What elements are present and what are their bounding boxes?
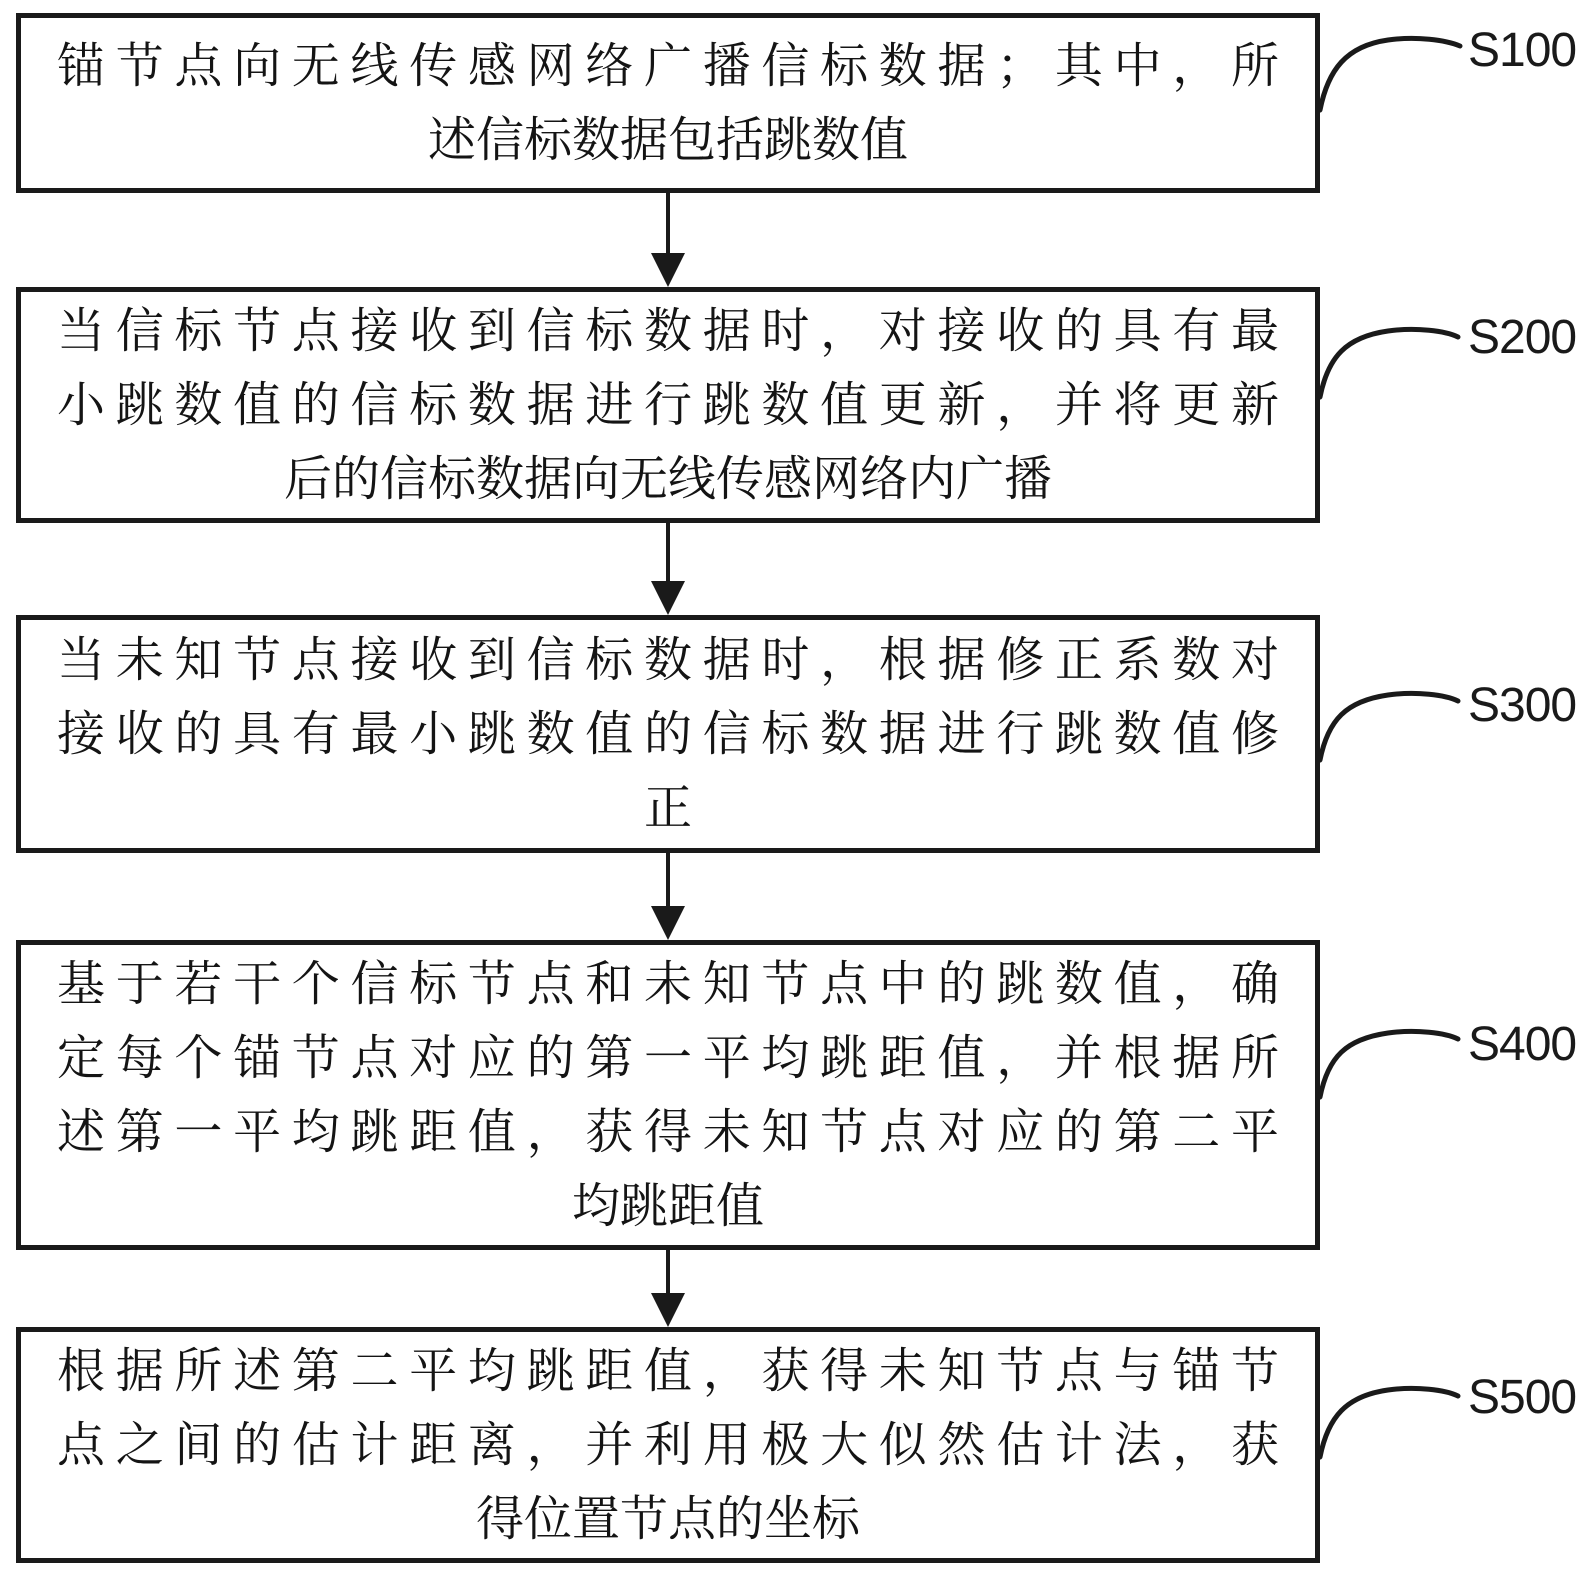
step-text-line: 小跳数值的信标数据进行跳数值更新，并将更新 <box>57 377 1279 433</box>
step-text-line: 根据所述第二平均跳距值，获得未知节点与锚节 <box>57 1343 1279 1399</box>
step-box-s300 <box>16 615 1320 853</box>
leader-line-s200 <box>1320 329 1458 397</box>
step-text-line: 接收的具有最小跳数值的信标数据进行跳数值修 <box>57 706 1279 762</box>
leader-line-s300 <box>1320 693 1458 760</box>
step-text-line: 基于若干个信标节点和未知节点中的跳数值，确 <box>57 956 1279 1012</box>
leader-line-s500 <box>1320 1388 1458 1457</box>
step-box-s500 <box>16 1327 1320 1563</box>
step-text-line: 当未知节点接收到信标数据时，根据修正系数对 <box>57 632 1279 688</box>
step-text-line: 得位置节点的坐标 <box>475 1491 860 1547</box>
step-box-s100 <box>16 13 1320 193</box>
leader-line-s100 <box>1320 38 1460 110</box>
step-text-line: 锚节点向无线传感网络广播信标数据；其中，所 <box>57 38 1279 94</box>
down-arrow-connector <box>651 523 685 615</box>
step-text-line: 述信标数据包括跳数值 <box>427 112 908 168</box>
down-arrow-connector <box>651 1250 685 1327</box>
step-text-line: 点之间的估计距离，并利用极大似然估计法，获 <box>57 1417 1279 1473</box>
step-label-s400: S400 <box>1468 1018 1577 1071</box>
step-label-s100: S100 <box>1468 24 1577 77</box>
step-text-line: 当信标节点接收到信标数据时，对接收的具有最 <box>57 303 1279 359</box>
step-text-line: 后的信标数据向无线传感网络内广播 <box>283 451 1052 507</box>
step-text-line: 正 <box>643 780 692 836</box>
step-text-line: 述第一平均跳距值，获得未知节点对应的第二平 <box>57 1104 1279 1160</box>
step-box-s200 <box>16 287 1320 523</box>
down-arrow-connector <box>651 853 685 940</box>
step-label-s500: S500 <box>1468 1371 1577 1424</box>
down-arrow-connector <box>651 193 685 287</box>
leader-line-s400 <box>1320 1031 1458 1097</box>
step-text-line: 均跳距值 <box>571 1178 764 1234</box>
step-label-s300: S300 <box>1468 679 1577 732</box>
step-box-s400 <box>16 940 1320 1250</box>
step-label-s200: S200 <box>1468 311 1577 364</box>
step-text-line: 定每个锚节点对应的第一平均跳距值，并根据所 <box>57 1030 1279 1086</box>
